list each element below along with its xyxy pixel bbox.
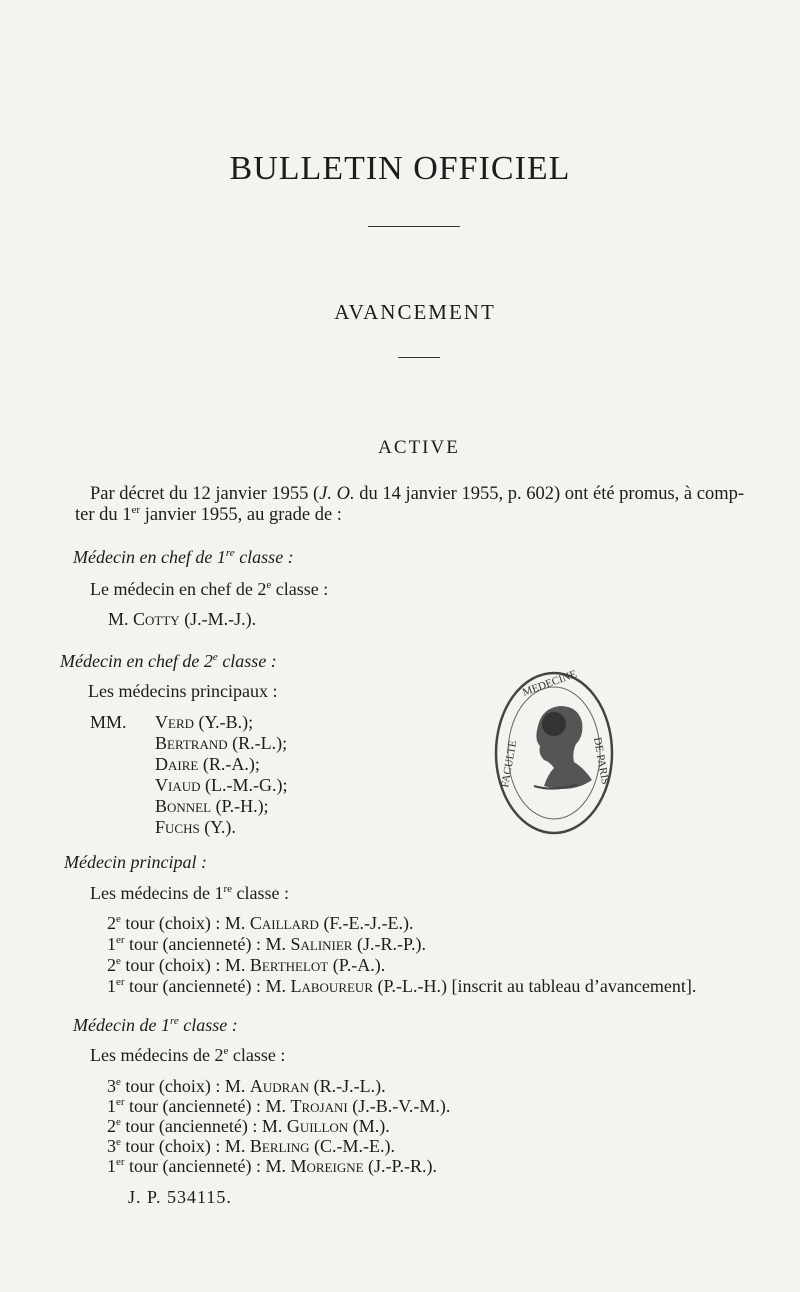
- promotion-entry: 1er tour (ancienneté) : M. Salinier (J.-R.-P.).: [107, 934, 426, 954]
- intro-line-1: Par décret du 12 janvier 1955 (J. O. du 14 janvier 1955, p. 602) ont été promus, à comp-: [90, 484, 745, 504]
- intro-line-2: ter du 1er janvier 1955, au grade de :: [75, 503, 342, 525]
- promoted-person: Daire (R.-A.);: [155, 754, 260, 774]
- promotion-entry: 2e tour (choix) : M. Berthelot (P.-A.).: [107, 955, 386, 975]
- promotion-list: [107, 1076, 450, 1176]
- intro-paragraph: [75, 484, 745, 526]
- promotion-list: [107, 913, 696, 997]
- title-divider: [368, 226, 460, 227]
- promotion-entry: 2e tour (ancienneté) : M. Guillon (M.).: [107, 1116, 390, 1136]
- grade-heading: Médecin principal :: [64, 852, 207, 872]
- grade-source: Les médecins de 1re classe :: [90, 883, 289, 903]
- bulletin-title: BULLETIN OFFICIEL: [229, 150, 571, 187]
- promoted-person: Viaud (L.-M.-G.);: [155, 775, 288, 795]
- svg-text:FACULTE: FACULTE: [499, 739, 520, 789]
- promotion-entry: 3e tour (choix) : M. Berling (C.-M.-E.).: [107, 1136, 396, 1156]
- grade-heading: Médecin en chef de 2e classe :: [60, 651, 277, 671]
- svg-text:DE PARIS: DE PARIS: [591, 736, 612, 786]
- grade-heading: Médecin de 1re classe :: [73, 1015, 238, 1035]
- promotion-entry: 3e tour (choix) : M. Audran (R.-J.-L.).: [107, 1076, 386, 1096]
- people-prefix: MM.: [90, 712, 127, 732]
- promoted-list: [155, 712, 287, 838]
- grade-source: Les médecins de 2e classe :: [90, 1045, 286, 1065]
- grade-heading: Médecin en chef de 1re classe :: [73, 547, 294, 567]
- grade-source: Les médecins principaux :: [88, 681, 278, 701]
- promoted-person: Bertrand (R.-L.);: [155, 733, 288, 753]
- promotion-entry: 2e tour (choix) : M. Caillard (F.-E.-J.-E.).: [107, 913, 414, 933]
- promoted-person: Verd (Y.-B.);: [155, 712, 254, 732]
- section-divider: [398, 357, 440, 358]
- reference-number: J. P. 534115.: [128, 1187, 232, 1207]
- promoted-person: Bonnel (P.-H.);: [155, 796, 269, 816]
- promotion-entry: 1er tour (ancienneté) : M. Laboureur (P.-L.-H.) [inscrit au tableau d’avancement].: [107, 976, 697, 996]
- svg-text:MEDECINE: MEDECINE: [520, 668, 579, 699]
- grade-source: Le médecin en chef de 2e classe :: [90, 579, 329, 599]
- promoted-person: Fuchs (Y.).: [155, 817, 236, 837]
- promoted-person: M. Cotty (J.-M.-J.).: [108, 609, 257, 629]
- promotion-entry: 1er tour (ancienneté) : M. Moreigne (J.-P.-R.).: [107, 1156, 438, 1176]
- subsection-heading: ACTIVE: [378, 437, 460, 458]
- promotion-entry: 1er tour (ancienneté) : M. Trojani (J.-B.-V.-M.).: [107, 1096, 451, 1116]
- section-heading: AVANCEMENT: [334, 300, 496, 324]
- library-stamp: [490, 668, 618, 843]
